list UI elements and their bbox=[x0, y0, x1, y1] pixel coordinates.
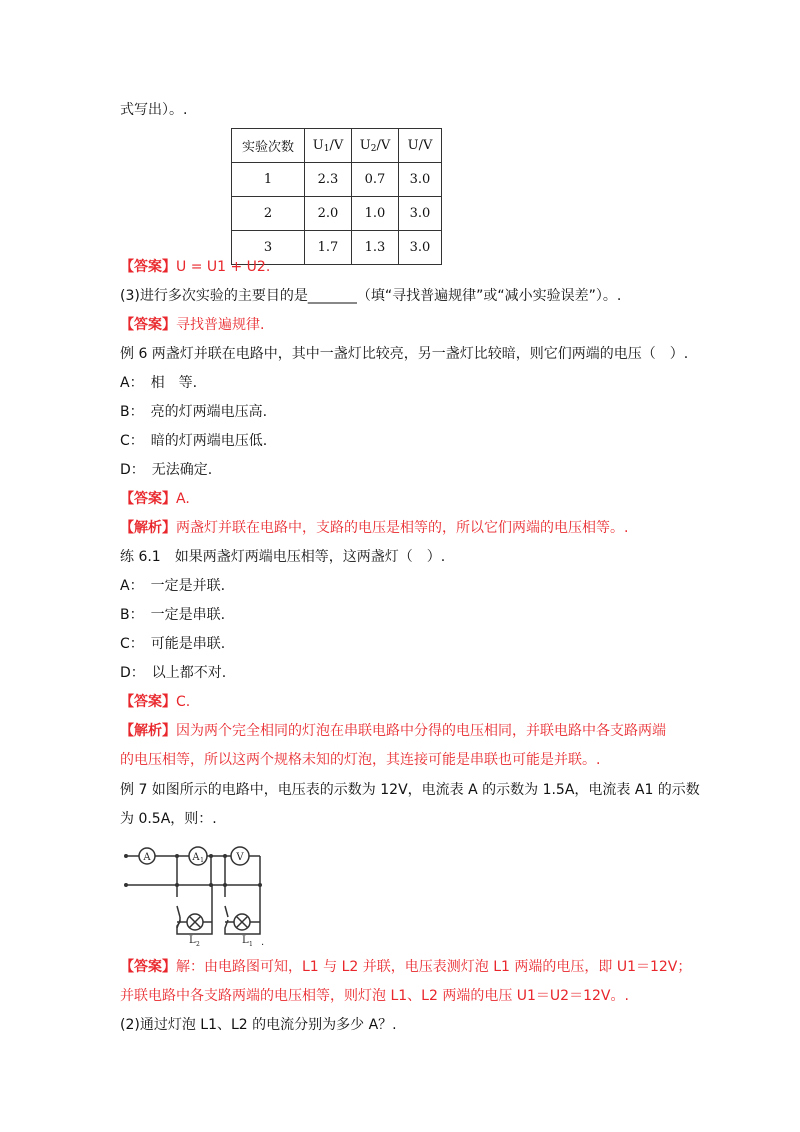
answer-text: 并联电路中各支路两端的电压相等，则灯泡 L1、L2 两端的电压 U1＝U2＝12V。. bbox=[120, 988, 629, 1004]
ammeter-a-icon bbox=[139, 848, 155, 864]
table-cell: 3.0 bbox=[399, 197, 442, 231]
experiment-table bbox=[231, 128, 442, 265]
analysis-tag: 【解析】 bbox=[120, 723, 176, 739]
lamp-l1-icon bbox=[234, 914, 250, 930]
voltmeter-icon bbox=[231, 847, 249, 865]
lamp-l1-label: L bbox=[242, 935, 249, 946]
answer-tag: 【答案】 bbox=[120, 259, 176, 275]
terminal-dot bbox=[124, 854, 128, 858]
table-cell: 3 bbox=[232, 231, 305, 265]
answer-tag: 【答案】 bbox=[120, 491, 176, 507]
analysis-text: 因为两个完全相同的灯泡在串联电路中分得的电压相同，并联电路中各支路两端 bbox=[176, 723, 666, 739]
answer-tag: 【答案】 bbox=[120, 959, 176, 975]
analysis-line bbox=[120, 721, 666, 741]
analysis-line bbox=[120, 518, 628, 538]
table-row bbox=[232, 197, 442, 231]
table-cell: 0.7 bbox=[352, 163, 399, 197]
trailing-dot: . bbox=[261, 937, 265, 947]
table-cell: 1.0 bbox=[352, 197, 399, 231]
answer-text: U = U1 + U2. bbox=[176, 259, 271, 275]
header-cell: $U_2/V$ bbox=[352, 129, 399, 163]
question-line: 例 6 两盏灯并联在电路中，其中一盏灯比较亮，另一盏灯比较暗，则它们两端的电压（ ）. bbox=[120, 346, 689, 362]
header-cell: 实验次数 bbox=[232, 129, 305, 163]
svg-text:A: A bbox=[192, 852, 200, 863]
table-row bbox=[232, 163, 442, 197]
analysis-text: 的电压相等，所以这两个规格未知的灯泡，其连接可能是串联也可能是并联。. bbox=[120, 752, 601, 768]
table-cell: 2.0 bbox=[305, 197, 352, 231]
analysis-text: 两盏灯并联在电路中，支路的电压是相等的，所以它们两端的电压相等。. bbox=[176, 520, 629, 536]
lamp-l2-label: L bbox=[189, 935, 196, 946]
option-b: B： 一定是串联. bbox=[120, 607, 226, 623]
ammeter-a1-icon bbox=[189, 847, 207, 865]
table-cell: 3.0 bbox=[399, 163, 442, 197]
option-c: C： 可能是串联. bbox=[120, 636, 226, 652]
text-line: 式写出）。. bbox=[120, 102, 188, 118]
svg-text:1: 1 bbox=[200, 857, 204, 864]
answer-line bbox=[120, 257, 270, 277]
table-header-row bbox=[232, 129, 442, 163]
option-b: B： 亮的灯两端电压高. bbox=[120, 404, 268, 420]
answer-text: 寻找普遍规律. bbox=[176, 317, 265, 333]
lamp-l1-sub: 1 bbox=[249, 941, 253, 947]
table-cell: 2.3 bbox=[305, 163, 352, 197]
answer-text: C. bbox=[176, 694, 191, 710]
header-cell: $U_1/V$ bbox=[305, 129, 352, 163]
table-cell: 1.3 bbox=[352, 231, 399, 265]
answer-line bbox=[120, 489, 190, 509]
question-line: 例 7 如图所示的电路中，电压表的示数为 12V，电流表 A 的示数为 1.5A，电流表 A1 的示数 bbox=[120, 782, 700, 798]
lamp-l2-sub: 2 bbox=[196, 941, 200, 947]
answer-text: A. bbox=[176, 491, 190, 507]
circuit-diagram bbox=[118, 842, 268, 947]
table-cell: 2 bbox=[232, 197, 305, 231]
question-line: 为 0.5A，则：. bbox=[120, 811, 217, 827]
option-d: D： 无法确定. bbox=[120, 462, 213, 478]
lamp-l2-icon bbox=[187, 914, 203, 930]
answer-tag: 【答案】 bbox=[120, 317, 176, 333]
option-d: D： 以上都不对. bbox=[120, 665, 227, 681]
terminal-dot bbox=[124, 883, 128, 887]
option-a: A： 相 等. bbox=[120, 375, 198, 391]
analysis-tag: 【解析】 bbox=[120, 520, 176, 536]
answer-line bbox=[120, 692, 190, 712]
table-cell: 1 bbox=[232, 163, 305, 197]
answer-line bbox=[120, 315, 264, 335]
answer-tag: 【答案】 bbox=[120, 694, 176, 710]
question-line: (2)通过灯泡 L1、L2 的电流分别为多少 A？. bbox=[120, 1017, 397, 1033]
header-cell: U/V bbox=[399, 129, 442, 163]
table-cell: 3.0 bbox=[399, 231, 442, 265]
option-c: C： 暗的灯两端电压低. bbox=[120, 433, 268, 449]
option-a: A： 一定是并联. bbox=[120, 578, 226, 594]
table-cell: 1.7 bbox=[305, 231, 352, 265]
svg-text:V: V bbox=[236, 852, 244, 863]
svg-text:A: A bbox=[143, 852, 151, 863]
question-line: (3)进行多次实验的主要目的是_______（填“寻找普遍规律”或“减小实验误差”）。. bbox=[120, 288, 622, 304]
answer-line bbox=[120, 957, 691, 977]
question-line: 练 6.1 如果两盏灯两端电压相等，这两盏灯（ ）. bbox=[120, 549, 446, 565]
answer-text: 解：由电路图可知，L1 与 L2 并联，电压表测灯泡 L1 两端的电压，即 U1＝12V； bbox=[176, 959, 692, 975]
